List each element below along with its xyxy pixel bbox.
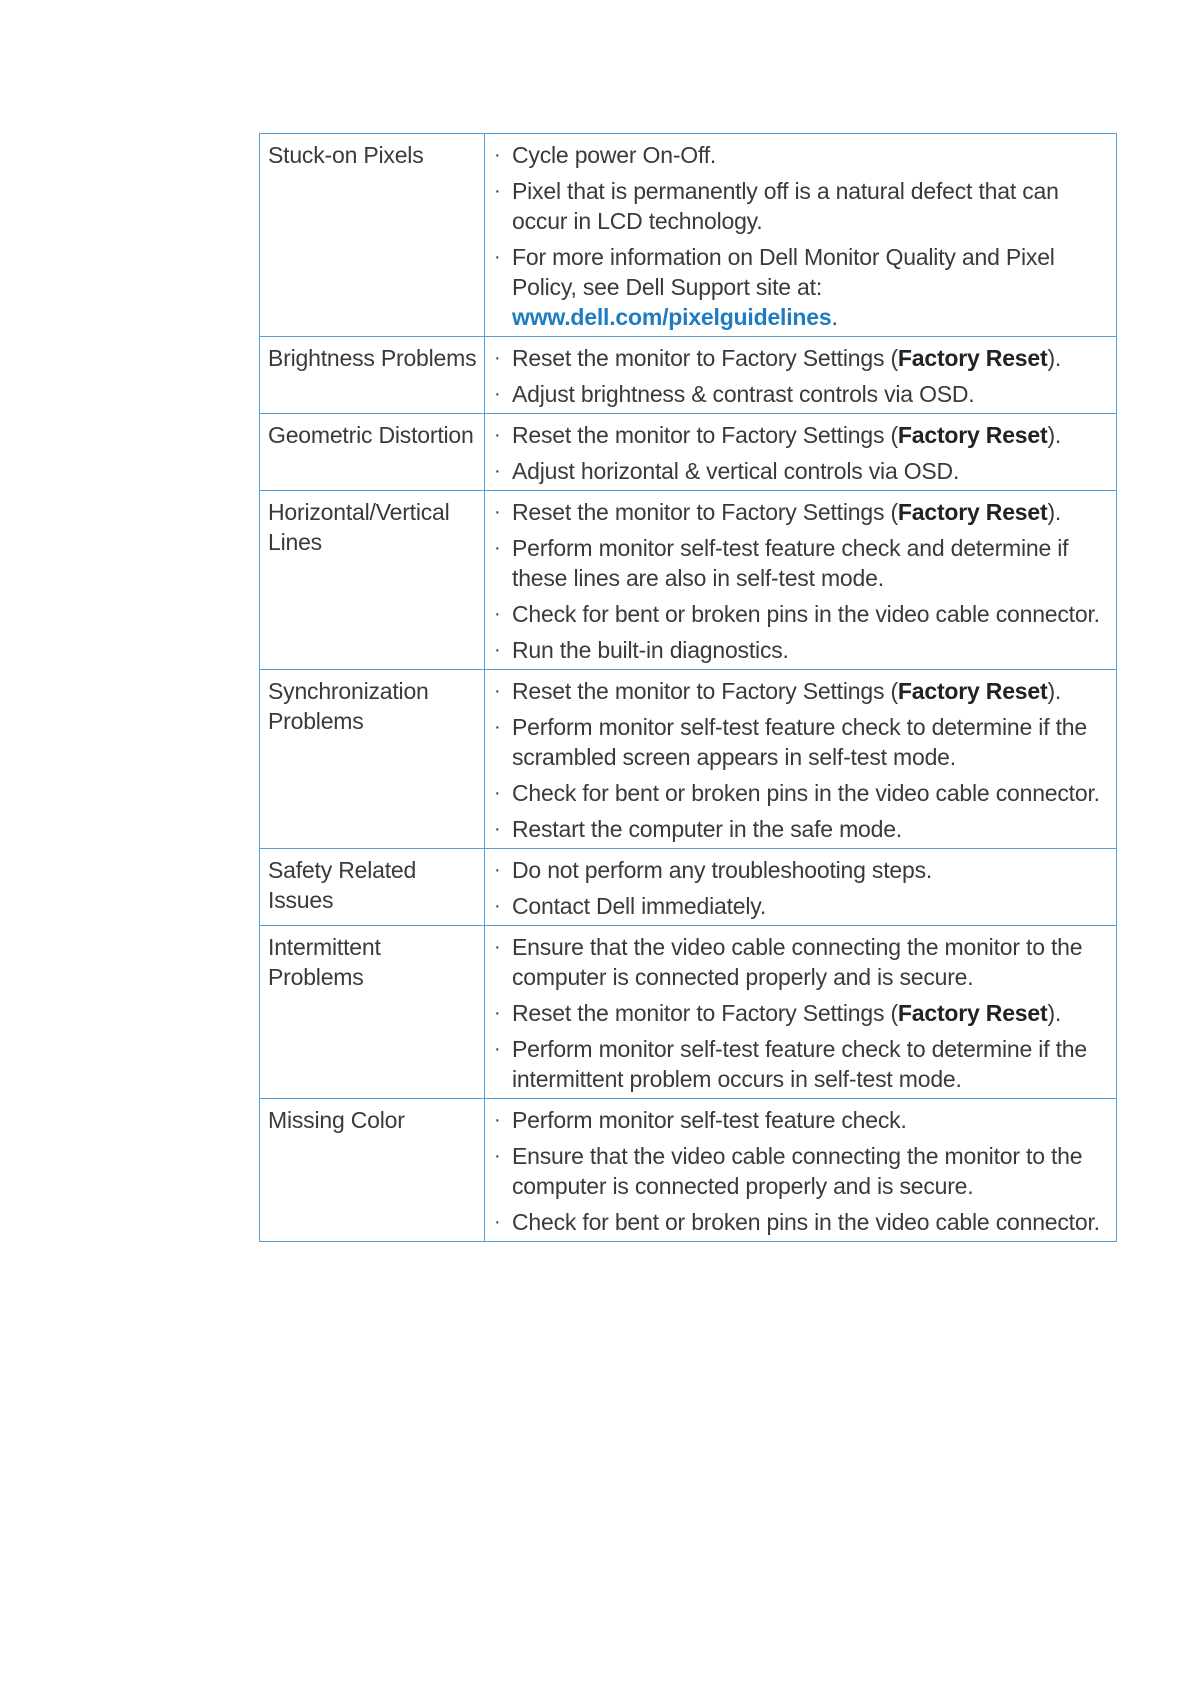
bullet-dot-icon: · <box>494 180 501 202</box>
solution-item <box>493 379 1112 409</box>
menu-option-label: Factory Reset <box>897 678 1048 704</box>
menu-option-label: Factory Reset <box>897 1000 1048 1026</box>
solution-text: Check for bent or broken pins in the video cable connector. <box>512 780 1100 806</box>
solution-text: Reset the monitor to Factory Settings ( <box>512 422 898 448</box>
table-row <box>260 414 1117 491</box>
solutions-cell <box>485 670 1117 849</box>
solution-item <box>493 497 1112 527</box>
solution-text: ). <box>1047 499 1062 525</box>
solution-item <box>493 998 1112 1028</box>
solution-text: Perform monitor self-test feature check. <box>512 1107 907 1133</box>
solution-item <box>493 635 1112 665</box>
solution-item <box>493 891 1112 921</box>
table-row <box>260 1099 1117 1242</box>
table-row <box>260 670 1117 849</box>
solution-text: Ensure that the video cable connecting the monitor to the computer is connected properly and is secure. <box>512 934 1083 990</box>
menu-option-label: Factory Reset <box>897 499 1048 525</box>
bullet-dot-icon: · <box>494 1211 501 1233</box>
solutions-list <box>493 420 1112 486</box>
solution-text: Perform monitor self-test feature check and determine if these lines are also in self-test mode. <box>512 535 1069 591</box>
solution-text: Pixel that is permanently off is a natural defect that can occur in LCD technology. <box>512 178 1059 234</box>
table-row <box>260 337 1117 414</box>
bullet-dot-icon: · <box>494 347 501 369</box>
solution-item <box>493 1034 1112 1094</box>
problem-cell: Safety Related Issues <box>260 849 485 926</box>
bullet-dot-icon: · <box>494 1109 501 1131</box>
table-row <box>260 134 1117 337</box>
solutions-cell <box>485 1099 1117 1242</box>
solutions-cell <box>485 926 1117 1099</box>
solution-text: Cycle power On-Off. <box>512 142 717 168</box>
solutions-cell <box>485 337 1117 414</box>
solution-item <box>493 242 1112 332</box>
solution-item <box>493 533 1112 593</box>
solution-item <box>493 676 1112 706</box>
bullet-dot-icon: · <box>494 716 501 738</box>
solution-item <box>493 1141 1112 1201</box>
bullet-dot-icon: · <box>494 680 501 702</box>
bullet-dot-icon: · <box>494 537 501 559</box>
solutions-list <box>493 1105 1112 1237</box>
solution-text: ). <box>1047 1000 1062 1026</box>
bullet-dot-icon: · <box>494 895 501 917</box>
table-row <box>260 491 1117 670</box>
bullet-dot-icon: · <box>494 1002 501 1024</box>
menu-option-label: Factory Reset <box>897 345 1048 371</box>
troubleshooting-table <box>259 133 1117 1242</box>
bullet-dot-icon: · <box>494 246 501 268</box>
troubleshooting-table-body <box>260 134 1117 1242</box>
solution-text: ). <box>1047 422 1062 448</box>
solutions-list <box>493 343 1112 409</box>
solution-item <box>493 456 1112 486</box>
solution-text: Adjust horizontal & vertical controls via OSD. <box>512 458 960 484</box>
problem-cell: Stuck-on Pixels <box>260 134 485 337</box>
support-url-link[interactable]: www.dell.com/pixelguidelines <box>512 304 832 330</box>
bullet-dot-icon: · <box>494 1038 501 1060</box>
solutions-list <box>493 676 1112 844</box>
solution-item <box>493 140 1112 170</box>
solution-text: Adjust brightness & contrast controls via OSD. <box>512 381 975 407</box>
solutions-list <box>493 140 1112 332</box>
solution-text: Reset the monitor to Factory Settings ( <box>512 345 898 371</box>
solution-item <box>493 1105 1112 1135</box>
solution-item <box>493 712 1112 772</box>
solution-text: Contact Dell immediately. <box>512 893 767 919</box>
problem-cell: Geometric Distortion <box>260 414 485 491</box>
problem-cell: Horizontal/Vertical Lines <box>260 491 485 670</box>
table-row <box>260 849 1117 926</box>
bullet-dot-icon: · <box>494 501 501 523</box>
solution-text: ). <box>1047 678 1062 704</box>
solutions-cell <box>485 491 1117 670</box>
solution-item <box>493 932 1112 992</box>
solutions-list <box>493 855 1112 921</box>
solution-text: Perform monitor self-test feature check to determine if the scrambled screen appears in self-test mode. <box>512 714 1087 770</box>
bullet-dot-icon: · <box>494 782 501 804</box>
solution-item <box>493 599 1112 629</box>
solution-text: Do not perform any troubleshooting steps. <box>512 857 933 883</box>
solution-text: Check for bent or broken pins in the video cable connector. <box>512 1209 1100 1235</box>
problem-cell: Missing Color <box>260 1099 485 1242</box>
bullet-dot-icon: · <box>494 383 501 405</box>
solution-item <box>493 778 1112 808</box>
bullet-dot-icon: · <box>494 818 501 840</box>
problem-cell: Synchronization Problems <box>260 670 485 849</box>
bullet-dot-icon: · <box>494 1145 501 1167</box>
solution-text: Reset the monitor to Factory Settings ( <box>512 678 898 704</box>
solution-text: Check for bent or broken pins in the video cable connector. <box>512 601 1100 627</box>
solution-text: ). <box>1047 345 1062 371</box>
solution-text: For more information on Dell Monitor Quality and Pixel Policy, see Dell Support site at: <box>512 244 1055 300</box>
solution-item <box>493 855 1112 885</box>
bullet-dot-icon: · <box>494 859 501 881</box>
solutions-cell <box>485 134 1117 337</box>
solution-item <box>493 1207 1112 1237</box>
problem-cell: Brightness Problems <box>260 337 485 414</box>
bullet-dot-icon: · <box>494 460 501 482</box>
solution-text: Run the built-in diagnostics. <box>512 637 789 663</box>
solution-item <box>493 176 1112 236</box>
solutions-list <box>493 932 1112 1094</box>
solution-item <box>493 420 1112 450</box>
bullet-dot-icon: · <box>494 144 501 166</box>
bullet-dot-icon: · <box>494 603 501 625</box>
bullet-dot-icon: · <box>494 424 501 446</box>
menu-option-label: Factory Reset <box>897 422 1048 448</box>
bullet-dot-icon: · <box>494 936 501 958</box>
solution-text: Reset the monitor to Factory Settings ( <box>512 499 898 525</box>
problem-cell: Intermittent Problems <box>260 926 485 1099</box>
solution-text: . <box>831 304 838 330</box>
solutions-cell <box>485 414 1117 491</box>
solution-text: Ensure that the video cable connecting the monitor to the computer is connected properly and is secure. <box>512 1143 1083 1199</box>
solution-item <box>493 343 1112 373</box>
solution-text: Restart the computer in the safe mode. <box>512 816 902 842</box>
solution-text: Perform monitor self-test feature check to determine if the intermittent problem occurs in self-test mode. <box>512 1036 1087 1092</box>
solutions-list <box>493 497 1112 665</box>
solutions-cell <box>485 849 1117 926</box>
bullet-dot-icon: · <box>494 639 501 661</box>
table-row <box>260 926 1117 1099</box>
solution-text: Reset the monitor to Factory Settings ( <box>512 1000 898 1026</box>
solution-item <box>493 814 1112 844</box>
